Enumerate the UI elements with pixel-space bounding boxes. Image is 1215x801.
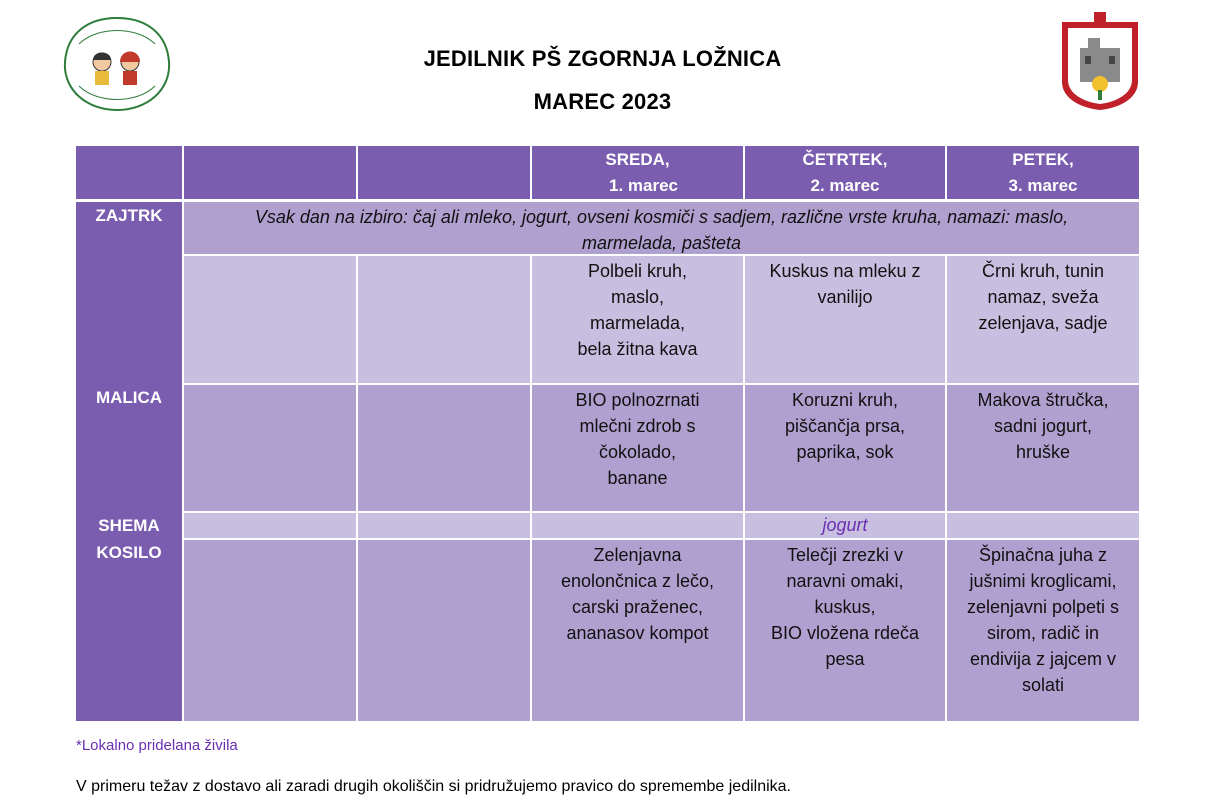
malica-cell (358, 385, 530, 511)
header-cell-cetrtek (745, 146, 945, 199)
kosilo-cell (184, 540, 356, 721)
zajtrk-text: Vsak dan na izbiro: čaj ali mleko, jogurt, ovseni kosmiči s sadjem, različne vrste kruha, namazi: maslo, marmelada, pašteta (254, 207, 1069, 253)
day-name: ČETRTEK, (802, 149, 888, 169)
footnote: *Lokalno pridelana živila (76, 737, 238, 754)
header-cell-petek (947, 146, 1139, 199)
day-date: 3. marec (1008, 175, 1078, 195)
logo-text-bottom (57, 14, 58, 15)
row-label-zajtrk: ZAJTRK (95, 206, 163, 225)
malica-cell: Makova štručka, sadni jogurt, hruške (947, 385, 1139, 511)
malica-cell (184, 385, 356, 511)
malica-cell: BIO polnozrnati mlečni zdrob s čokolado, banane (532, 385, 743, 511)
day-date: 1. marec (609, 175, 678, 195)
kosilo-cell (358, 540, 530, 721)
row-label-kosilo: KOSILO (96, 543, 162, 562)
zajtrk-cell (184, 256, 356, 383)
shema-cell (184, 513, 356, 538)
header-cell-col-1 (184, 146, 356, 199)
page-subtitle: MAREC 2023 (533, 89, 672, 114)
shema-cell-jogurt: jogurt (745, 513, 945, 538)
malica-cell: Koruzni kruh, piščančja prsa, paprika, sok (745, 385, 945, 511)
zajtrk-cell (358, 256, 530, 383)
shema-cell (532, 513, 743, 538)
shema-cell (947, 513, 1139, 538)
day-name: PETEK, (1012, 149, 1074, 169)
header-cell-sreda (532, 146, 743, 199)
row-label-malica: MALICA (95, 388, 163, 407)
kosilo-cell: Zelenjavna enolončnica z lečo, carski praženec, ananasov kompot (532, 540, 743, 721)
header-cell-col-2 (358, 146, 530, 199)
zajtrk-cell: Polbeli kruh, maslo, marmelada, bela žitna kava (532, 256, 743, 383)
menu-table (76, 146, 1139, 721)
footer-note: V primeru težav z dostavo ali zaradi drugih okoliščin si pridružujemo pravico do spremembe jedilnika. (76, 778, 791, 795)
row-label-column (76, 202, 182, 721)
day-date: 2. marec (810, 175, 880, 195)
kosilo-cell: Telečji zrezki v naravni omaki, kuskus, BIO vložena rdeča pesa (745, 540, 945, 721)
header-cell-empty (76, 146, 182, 199)
day-name: SREDA, (605, 149, 670, 169)
kosilo-cell: Špinačna juha z jušnimi kroglicami, zelenjavni polpeti s sirom, radič in endivija z jajcem v solati (947, 540, 1139, 721)
zajtrk-cell: Črni kruh, tunin namaz, sveža zelenjava, sadje (947, 256, 1139, 383)
row-label-shema: SHEMA (98, 516, 160, 535)
zajtrk-row (184, 202, 1139, 254)
page-title: JEDILNIK PŠ ZGORNJA LOŽNICA (423, 46, 782, 71)
shema-cell (358, 513, 530, 538)
zajtrk-cell: Kuskus na mleku z vanilijo (745, 256, 945, 383)
